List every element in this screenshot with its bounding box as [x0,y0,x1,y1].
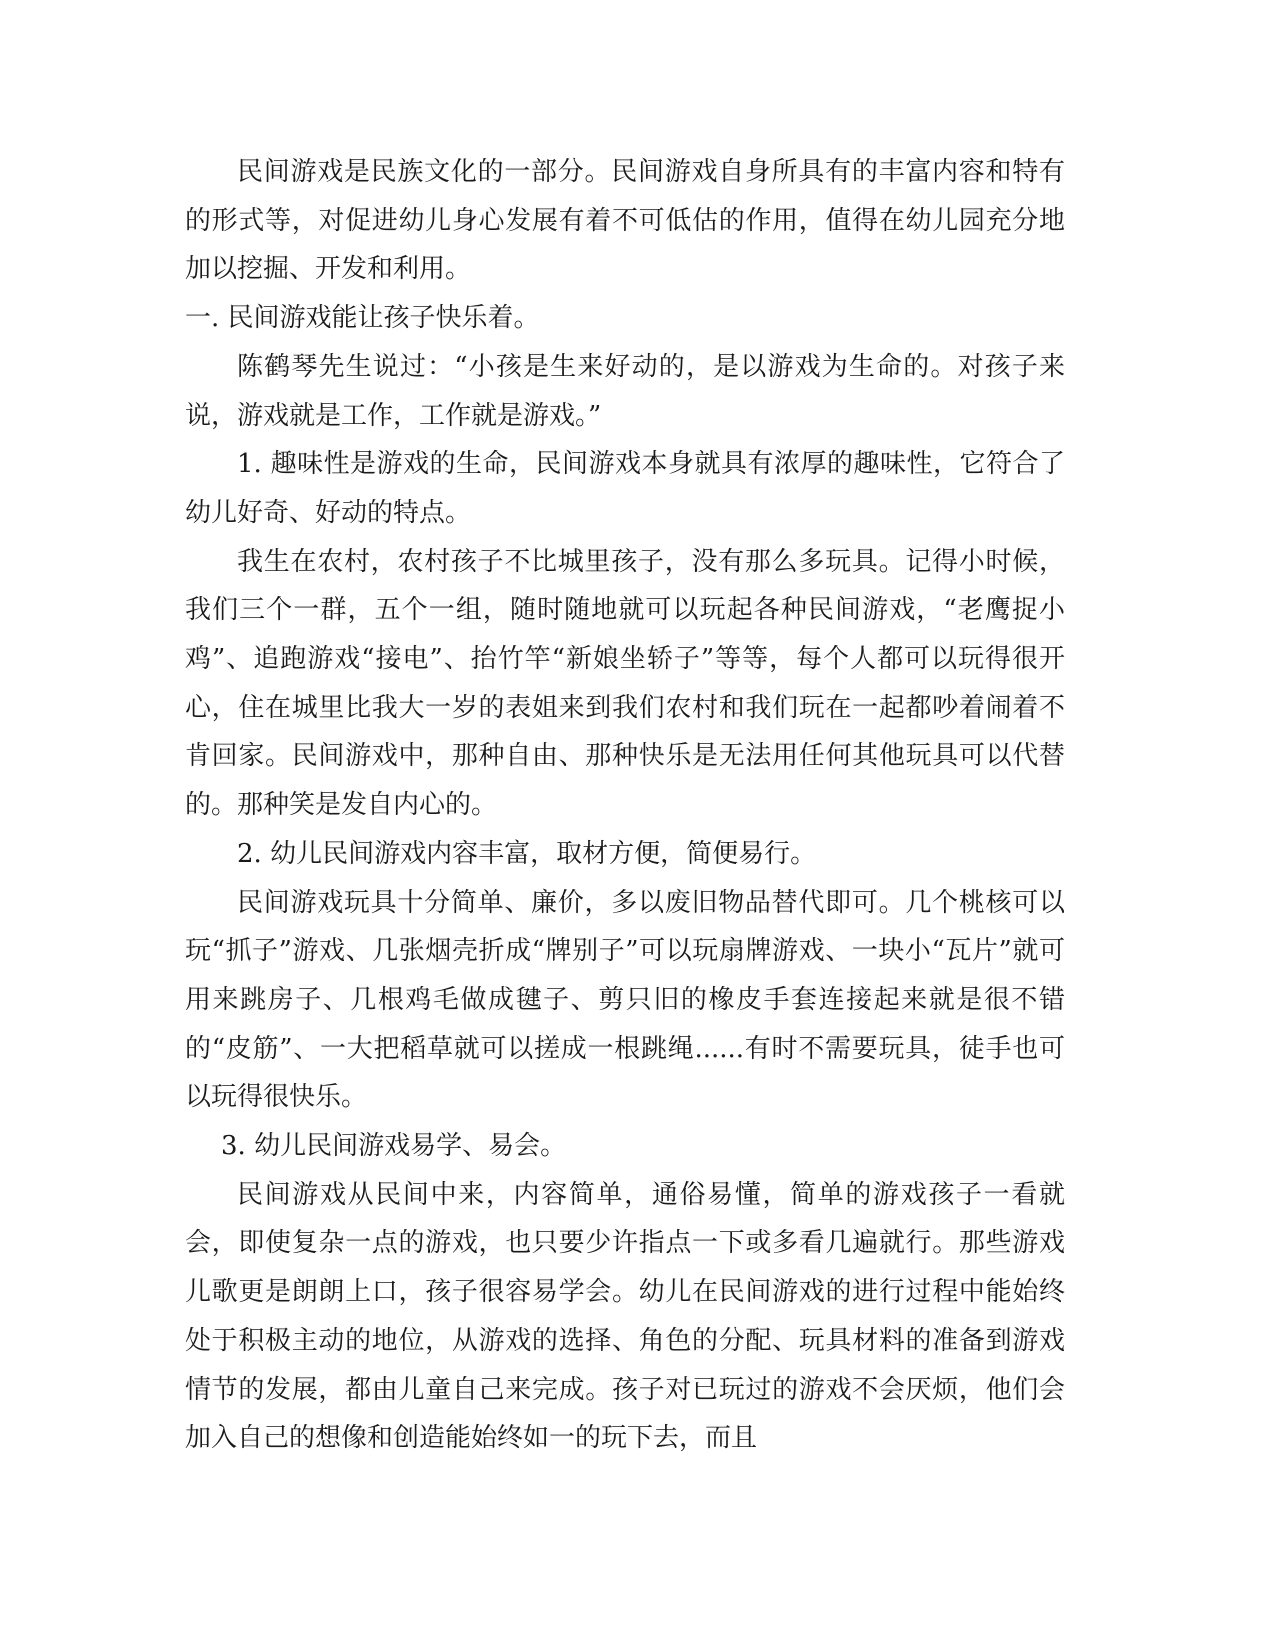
point-3-body: 民间游戏从民间中来，内容简单，通俗易懂，简单的游戏孩子一看就会，即使复杂一点的游戏，也只要少许指点一下或多看几遍就行。那些游戏儿歌更是朗朗上口，孩子很容易学会。幼儿在民间游戏的进行过程中能始终处于积极主动的地位，从游戏的选择、角色的分配、玩具材料的准备到游戏情节的发展，都由儿童自己来完成。孩子对已玩过的游戏不会厌烦，他们会加入自己的想像和创造能始终如一的玩下去，而且 [185,1179,1065,1454]
point-1-body: 我生在农村，农村孩子不比城里孩子，没有那么多玩具。记得小时候，我们三个一群，五个一组，随时随地就可以玩起各种民间游戏，“老鹰捉小鸡”、追跑游戏“接电”、抬竹竿“新娘坐轿子”等等，每个人都可以玩得很开心，住在城里比我大一岁的表姐来到我们农村和我们玩在一起都吵着闹着不肯回家。民间游戏中，那种自由、那种快乐是无法用任何其他玩具可以代替的。那种笑是发自内心的。 [185,546,1065,821]
section-heading-1: 一. 民间游戏能让孩子快乐着。 [185,303,540,334]
quote-paragraph: 陈鹤琴先生说过：“小孩是生来好动的，是以游戏为生命的。对孩子来说，游戏就是工作，工作就是游戏。” [185,351,1065,431]
point-3-heading: 3. 幼儿民间游戏易学、易会。 [221,1131,567,1162]
point-2-body: 民间游戏玩具十分简单、廉价，多以废旧物品替代即可。几个桃核可以玩“抓子”游戏、几张烟壳折成“牌别子”可以玩扇牌游戏、一块小“瓦片”就可用来跳房子、几根鸡毛做成毽子、剪只旧的橡皮手套连接起来就是很不错的“皮筋”、一大把稻草就可以搓成一根跳绳......有时不需要玩具，徒手也可以玩得很快乐。 [185,887,1065,1113]
point-1-heading: 1. 趣味性是游戏的生命，民间游戏本身就具有浓厚的趣味性，它符合了幼儿好奇、好动的特点。 [185,449,1065,528]
point-2-heading: 2. 幼儿民间游戏内容丰富，取材方便，简便易行。 [237,838,817,869]
intro-paragraph: 民间游戏是民族文化的一部分。民间游戏自身所具有的丰富内容和特有的形式等，对促进幼儿身心发展有着不可低估的作用，值得在幼儿园充分地加以挖掘、开发和利用。 [185,157,1065,285]
document-page [185,148,1065,1463]
